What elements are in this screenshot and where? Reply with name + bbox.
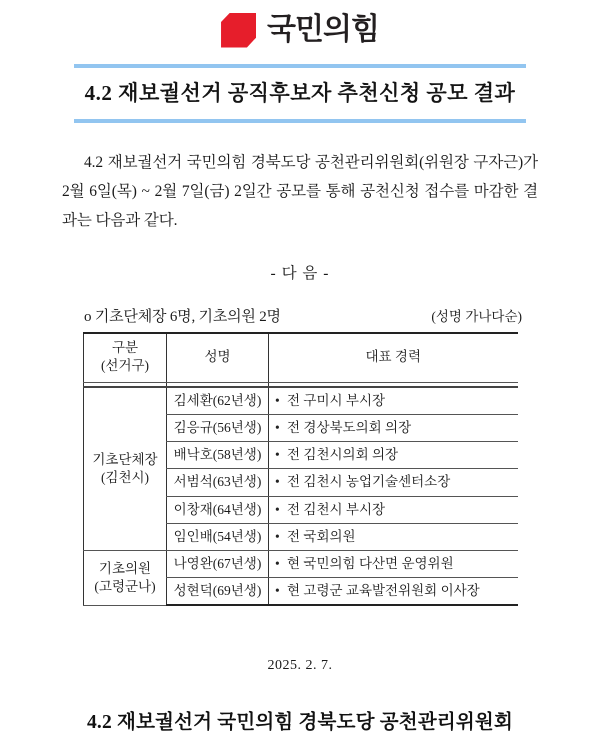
career-text: 전 구미시 부시장	[287, 392, 386, 408]
group-label-cell	[84, 387, 167, 551]
group-label-line2: (김천시)	[100, 469, 150, 485]
applicants-table	[83, 332, 518, 606]
applicant-career-cell	[269, 469, 518, 496]
applicant-name-cell: 김세환(62년생)	[167, 387, 269, 415]
bullet-icon: •	[275, 419, 280, 435]
applicant-name-cell: 김응규(56년생)	[167, 414, 269, 441]
applicant-career-cell	[269, 523, 518, 550]
daeum-divider-label: - 다 음 -	[270, 265, 330, 283]
career-text: 전 경상북도의회 의장	[287, 419, 412, 435]
count-line	[84, 305, 522, 326]
group-label-line1: 기초의원	[98, 560, 152, 576]
title-rule-bottom	[74, 119, 526, 123]
table-row	[84, 387, 518, 415]
career-text: 전 김천시의회 의장	[287, 447, 399, 463]
bullet-icon: •	[275, 583, 280, 599]
applicant-career-cell	[269, 442, 518, 469]
intro-paragraph: 4.2 재보궐선거 국민의힘 경북도당 공천관리위원회(위원장 구자근)가 2월 6일(목) ~ 2월 7일(금) 2일간 공모를 통해 공천신청 접수를 마감한 결과는 다음과 같다.	[62, 154, 538, 229]
group-label-line1: 기초단체장	[92, 451, 158, 467]
career-text: 현 국민의힘 다산면 운영위원	[287, 555, 454, 571]
table-row	[84, 550, 518, 577]
applicant-name-cell: 배낙호(58년생)	[167, 442, 269, 469]
career-text: 전 김천시 부시장	[287, 501, 386, 517]
party-logo-header	[0, 0, 600, 56]
applicant-name-cell: 성현덕(69년생)	[167, 578, 269, 606]
bullet-icon: •	[275, 501, 280, 517]
column-header-division	[84, 333, 167, 382]
bullet-icon: •	[275, 555, 280, 571]
bullet-icon: •	[275, 392, 280, 408]
column-header-division-line1: 구분	[111, 340, 139, 356]
applicant-name-cell: 서범석(63년생)	[167, 469, 269, 496]
count-summary-label: o 기초단체장 6명, 기초의원 2명	[84, 309, 281, 326]
group-label-line2: (고령군나)	[94, 578, 156, 594]
sort-order-note: (성명 가나다순)	[431, 309, 522, 325]
applicant-career-cell	[269, 578, 518, 606]
party-logo-text: 국민의힘	[267, 13, 379, 46]
applicant-career-cell	[269, 414, 518, 441]
page-title: 4.2 재보궐선거 공직후보자 추천신청 공모 결과	[84, 81, 516, 105]
bullet-icon: •	[275, 528, 280, 544]
applicants-table-wrapper	[83, 332, 517, 606]
applicant-name-cell: 임인배(54년생)	[167, 523, 269, 550]
applicant-career-cell	[269, 387, 518, 415]
column-header-division-line2: (선거구)	[100, 358, 150, 374]
column-header-name: 성명	[167, 333, 269, 382]
column-header-career: 대표 경력	[269, 333, 518, 382]
title-block	[0, 64, 600, 123]
table-header	[84, 333, 518, 386]
document-date: 2025. 2. 7.	[267, 658, 333, 674]
table-body	[84, 387, 518, 606]
bullet-icon: •	[275, 474, 280, 490]
applicant-career-cell	[269, 496, 518, 523]
applicant-career-cell	[269, 550, 518, 577]
career-text: 전 김천시 농업기술센터소장	[287, 474, 451, 490]
party-logo-mark-icon	[221, 13, 256, 48]
career-text: 전 국회의원	[287, 528, 356, 544]
group-label-cell	[84, 550, 167, 605]
career-text: 현 고령군 교육발전위원회 이사장	[287, 583, 480, 599]
bullet-icon: •	[275, 447, 280, 463]
document-issuer: 4.2 재보궐선거 국민의힘 경북도당 공천관리위원회	[86, 712, 513, 734]
table-header-row	[84, 333, 518, 382]
applicant-name-cell: 나영완(67년생)	[167, 550, 269, 577]
applicant-name-cell: 이창재(64년생)	[167, 496, 269, 523]
